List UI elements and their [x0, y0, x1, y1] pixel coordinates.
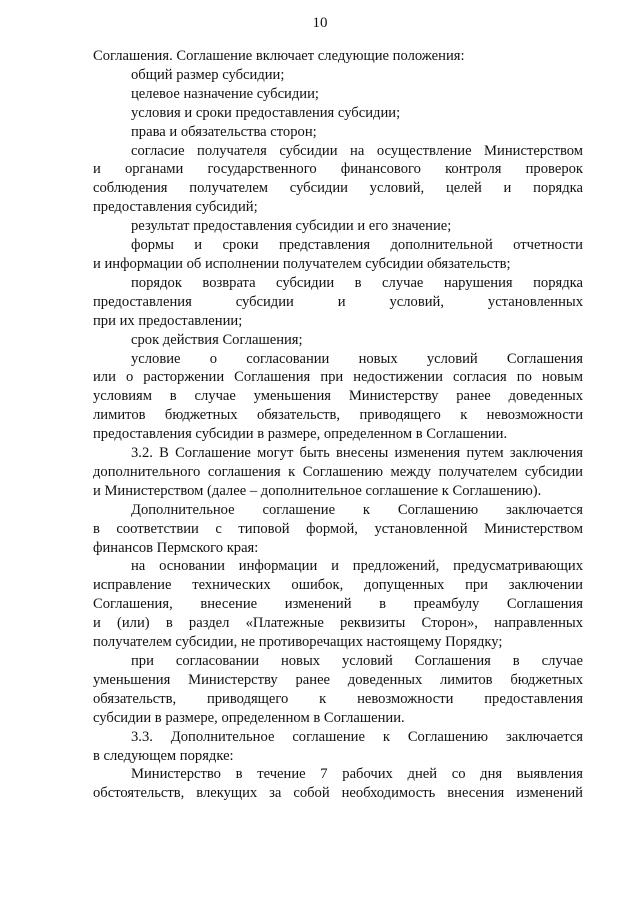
text-line: 3.2. В Соглашение могут быть внесены изменения путем заключения — [131, 445, 583, 462]
document-body — [93, 47, 583, 803]
text-line: срок действия Соглашения; — [131, 331, 303, 348]
text-line: условие о согласовании новых условий Соглашения — [131, 350, 583, 367]
text-line: дополнительного соглашения к Соглашению между получателем субсидии — [93, 463, 583, 480]
text-line: на основании информации и предложений, предусматривающих — [131, 558, 583, 575]
text-line: соблюдения получателем субсидии условий, целей и порядка — [93, 180, 583, 197]
text-line: Соглашения, внесение изменений в преамбулу Соглашения — [93, 596, 583, 613]
text-line: исправление технических ошибок, допущенных при заключении — [93, 577, 583, 594]
text-line: и органами государственного финансового контроля проверок — [93, 161, 583, 178]
text-line: лимитов бюджетных обязательств, приводящего к невозможности — [93, 407, 583, 424]
text-line: субсидии в размере, определенном в Соглашении. — [93, 709, 405, 726]
text-line: при согласовании новых условий Соглашения в случае — [131, 653, 583, 669]
text-line: порядок возврата субсидии в случае нарушения порядка — [131, 274, 583, 291]
text-line: и (или) в раздел «Платежные реквизиты Сторон», направленных — [93, 615, 583, 632]
text-line: целевое назначение субсидии; — [131, 85, 319, 102]
text-line: 3.3. Дополнительное соглашение к Соглашению заключается — [131, 728, 583, 745]
text-line: согласие получателя субсидии на осуществление Министерством — [131, 142, 583, 159]
text-line: финансов Пермского края: — [93, 539, 259, 556]
text-line: результат предоставления субсидии и его значение; — [131, 218, 452, 235]
text-line: получателем субсидии, не противоречащих настоящему Порядку; — [93, 634, 503, 651]
text-line: условиям в случае уменьшения Министерству ранее доведенных — [93, 388, 583, 405]
text-line: обязательств, приводящего к невозможности предоставления — [93, 690, 583, 707]
text-line: формы и сроки представления дополнительной отчетности — [131, 237, 583, 254]
text-line: уменьшения Министерству ранее доведенных лимитов бюджетных — [93, 671, 583, 688]
text-line: в следующем порядке: — [93, 747, 234, 764]
text-line: обстоятельств, влекущих за собой необходимость внесения изменений — [93, 785, 583, 802]
text-line: общий размер субсидии; — [131, 66, 285, 83]
text-line: Соглашения. Соглашение включает следующие положения: — [93, 48, 465, 64]
text-line: или о расторжении Соглашения при недостижении согласия по новым — [93, 369, 583, 386]
text-line: права и обязательства сторон; — [131, 123, 317, 140]
text-line: Министерство в течение 7 рабочих дней со дня выявления — [131, 766, 583, 783]
text-line: и информации об исполнении получателем субсидии обязательств; — [93, 255, 511, 272]
text-line: и Министерством (далее – дополнительное соглашение к Соглашению). — [93, 482, 542, 499]
text-line: в соответствии с типовой формой, установленной Министерством — [93, 520, 583, 537]
page-number: 10 — [312, 15, 328, 31]
text-line: предоставления субсидий; — [93, 199, 258, 216]
text-line: предоставления субсидии в размере, определенном в Соглашении. — [93, 426, 508, 443]
text-line: Дополнительное соглашение к Соглашению заключается — [131, 501, 583, 518]
text-line: предоставления субсидии и условий, установленных — [93, 293, 583, 310]
text-line: условия и сроки предоставления субсидии; — [131, 104, 401, 121]
text-line: при их предоставлении; — [93, 312, 243, 329]
